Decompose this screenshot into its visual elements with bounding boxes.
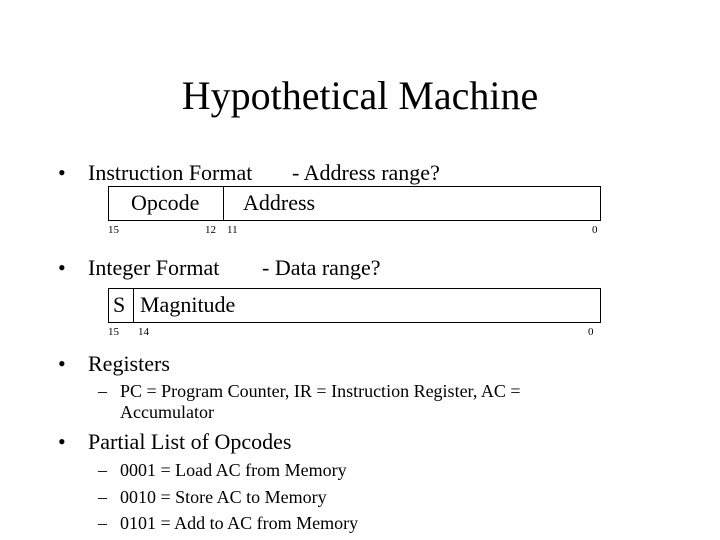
bit-label-15: 15 [108,326,119,338]
registers-label: Registers [88,351,170,376]
bullet-icon: • [58,429,66,454]
dash-icon: – [98,381,107,401]
address-field: Address [243,190,316,215]
dash-icon: – [98,487,107,507]
dash-icon: – [98,513,107,533]
opcode-field: Opcode [131,190,200,215]
opcode-item: 0001 = Load AC from Memory [120,460,347,480]
bit-label-14: 14 [138,326,149,338]
opcodes-label: Partial List of Opcodes [88,429,292,454]
bit-label-12: 12 [205,224,216,236]
bit-label-0: 0 [588,326,594,338]
opcode-address-divider [223,186,224,221]
dash-icon: – [98,460,107,480]
bullet-icon: • [58,351,66,376]
bit-label-15: 15 [108,224,119,236]
integer-format-note: - Data range? [262,255,381,280]
opcode-item: 0101 = Add to AC from Memory [120,513,359,533]
instruction-format-note: - Address range? [292,160,440,185]
sign-field: S [113,292,126,317]
slide-title: Hypothetical Machine [181,73,539,118]
opcode-item: 0010 = Store AC to Memory [120,487,327,507]
registers-item: PC = Program Counter, IR = Instruction Register, AC = Accumulator [120,381,521,422]
bullet-icon: • [58,160,66,185]
sign-magnitude-divider [133,288,134,323]
integer-format-label: Integer Format [88,255,220,280]
bit-label-11: 11 [227,224,238,236]
magnitude-field: Magnitude [140,292,236,317]
instruction-format-label: Instruction Format [88,160,253,185]
bit-label-0: 0 [592,224,598,236]
bullet-icon: • [58,255,66,280]
